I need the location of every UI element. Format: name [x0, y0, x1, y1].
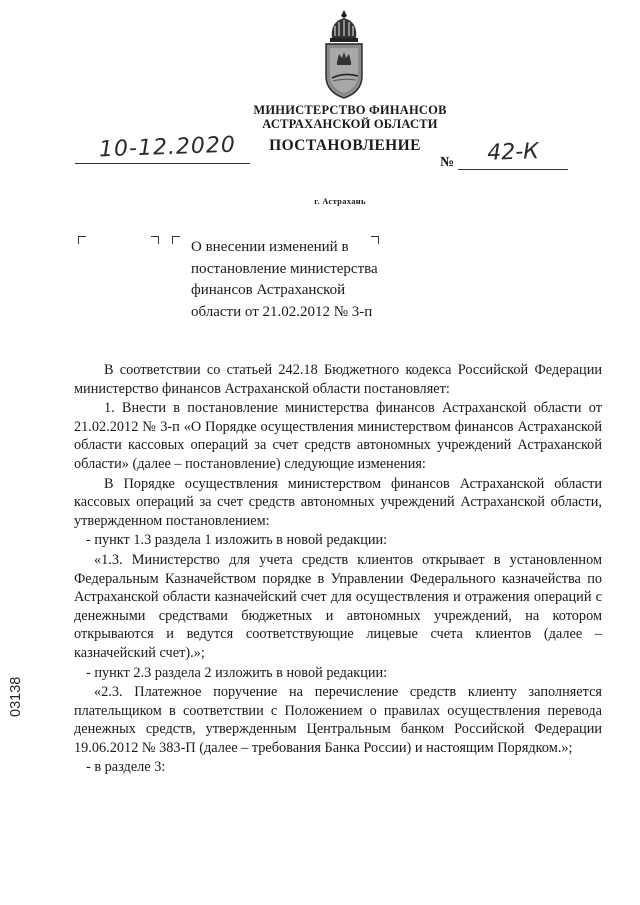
body-paragraph: - пункт 1.3 раздела 1 изложить в новой редакции:	[86, 532, 388, 549]
bracket-corner	[172, 236, 180, 244]
number-sign: №	[440, 155, 455, 170]
handwritten-date: 10-12.2020	[98, 132, 237, 163]
body-paragraph: В Порядке осуществления министерством финансов Астраханской области кассовых операций за счет средств автономных учреждений Астраханской области, утвержденном постановлением:	[74, 475, 602, 529]
subject-line: финансов Астраханской	[191, 282, 346, 298]
number-underline	[458, 169, 568, 170]
body-paragraph: «1.3. Министерство для учета средств клиентов открывает в установленном Федеральным Казначейством порядке в Управлении Федерального казначейства по Астраханской области казначейский счет для осуществления и отражения операций с денежными средствами бюджетных и автономных учреждений, на котором открываются и ведутся соответствующие лицевые счета клиентов (далее – казначейский счет).»;	[74, 551, 602, 661]
subject-line: области от 21.02.2012 № 3-п	[191, 303, 373, 320]
body-paragraph: - в разделе 3:	[86, 759, 166, 776]
bracket-corner	[151, 236, 159, 244]
ministry-name-line2: АСТРАХАНСКОЙ ОБЛАСТИ	[262, 117, 438, 131]
date-underline	[75, 163, 250, 164]
body-paragraph: 1. Внести в постановление министерства финансов Астраханской области от 21.02.2012 № 3-п «О Порядке осуществления министерством финансов Астраханской области кассовых операций за счет средств автономных учреждений Астраханской области» (далее – постановление) следующие изменения:	[74, 400, 602, 472]
body-paragraph: - пункт 2.3 раздела 2 изложить в новой редакции:	[86, 664, 388, 681]
body-paragraph: В соответствии со статьей 242.18 Бюджетного кодекса Российской Федерации министерство финансов Астраханской области постановляет:	[74, 362, 602, 397]
body-paragraph: «2.3. Платежное поручение на перечисление средств клиенту заполняется плательщиком в соответствии с Положением о правилах осуществления перевода денежных средств, утвержденным Центральным банком Российской Федерации 19.06.2012 № 383-П (далее – требования Банка России) и настоящим Порядком.»;	[74, 684, 602, 756]
side-registration-code: 03138	[8, 676, 24, 717]
document-subject	[191, 237, 401, 323]
subject-line: О внесении изменений в	[191, 239, 349, 255]
handwritten-number: 42-К	[486, 139, 540, 166]
city-label: г. Астрахань	[314, 196, 366, 206]
ministry-name-line1: МИНИСТЕРСТВО ФИНАНСОВ	[253, 103, 447, 117]
document-type-title: ПОСТАНОВЛЕНИЕ	[269, 137, 421, 154]
astrakhan-coat-of-arms-icon	[318, 8, 370, 100]
bracket-corner	[78, 236, 86, 244]
document-body	[74, 361, 602, 778]
subject-line: постановление министерства	[191, 260, 378, 277]
